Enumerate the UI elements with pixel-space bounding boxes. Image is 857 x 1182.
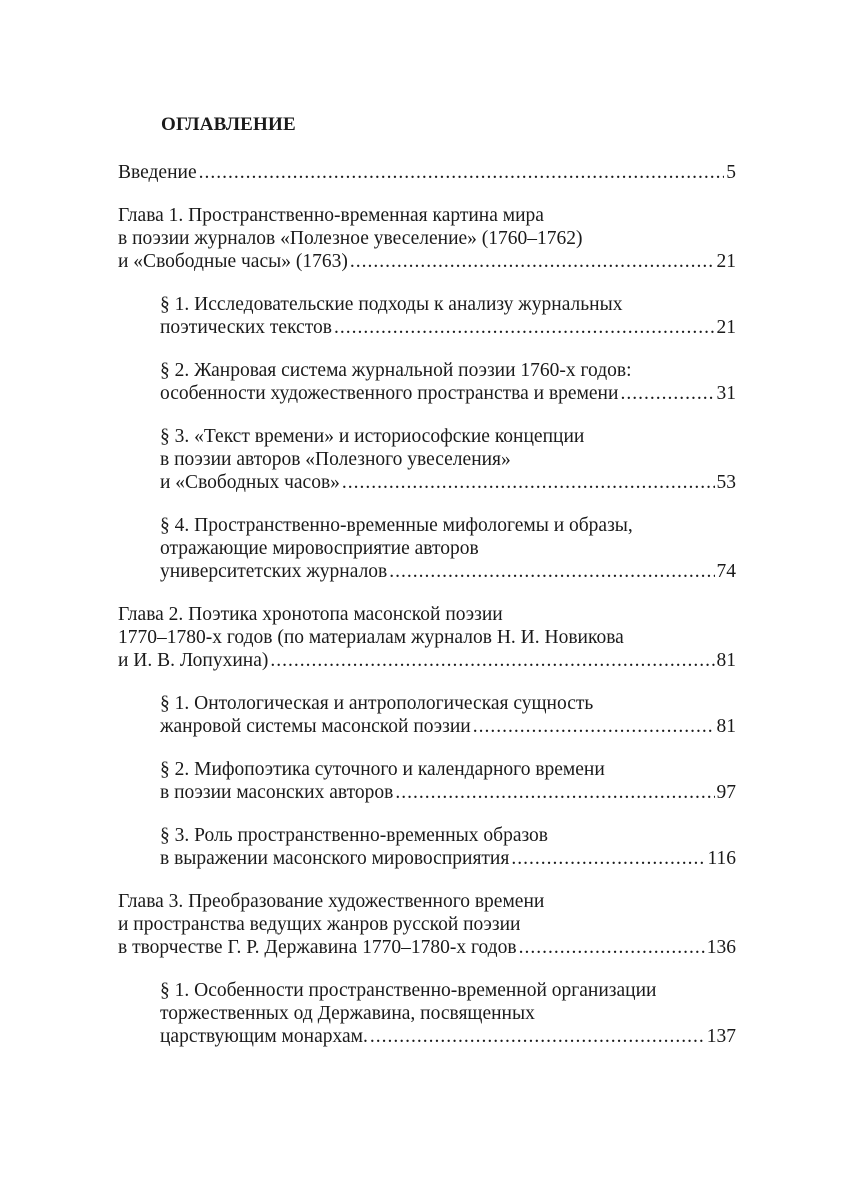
dot-leader xyxy=(389,560,714,583)
toc-entry-title: царствующим монархам. xyxy=(160,1026,368,1047)
toc-line xyxy=(160,382,736,405)
toc-line xyxy=(118,250,736,273)
toc-page-number: 31 xyxy=(716,383,736,404)
toc-entry-chapter-1-section-2 xyxy=(160,359,736,405)
toc-line: и пространства ведущих жанров русской поэзии xyxy=(118,914,521,935)
toc-entry-chapter-1 xyxy=(118,204,736,273)
toc-page-number: 53 xyxy=(716,472,736,493)
toc-line xyxy=(160,715,736,738)
toc-entry-title: и «Свободных часов» xyxy=(160,472,340,493)
toc-line: § 3. «Текст времени» и историософские концепции xyxy=(160,426,585,447)
toc-entry-intro xyxy=(118,161,736,184)
dot-leader xyxy=(511,847,705,870)
toc-entry-chapter-2-section-2 xyxy=(160,758,736,804)
toc-entry-chapter-1-section-1 xyxy=(160,293,736,339)
toc-line: отражающие мировосприятие авторов xyxy=(160,538,479,559)
toc-line xyxy=(160,847,736,870)
toc-line: § 2. Мифопоэтика суточного и календарного времени xyxy=(160,759,605,780)
dot-leader xyxy=(199,161,725,184)
toc-entry-chapter-3-section-1 xyxy=(160,979,736,1048)
toc-page-number: 81 xyxy=(716,650,736,671)
toc-page-number: 97 xyxy=(716,782,736,803)
toc-page-number: 136 xyxy=(706,937,736,958)
toc-entry-title: особенности художественного пространства и времени xyxy=(160,383,619,404)
toc-line xyxy=(160,471,736,494)
table-of-contents xyxy=(118,161,736,1048)
toc-line: § 1. Особенности пространственно-временной организации xyxy=(160,980,657,1001)
toc-entry-title: и «Свободные часы» (1763) xyxy=(118,251,348,272)
toc-line: § 3. Роль пространственно-временных образов xyxy=(160,825,549,846)
toc-page-number: 21 xyxy=(716,251,736,272)
toc-line xyxy=(118,161,736,184)
toc-line: § 2. Жанровая система журнальной поэзии 1760-х годов: xyxy=(160,360,632,381)
toc-page-number: 137 xyxy=(706,1026,736,1047)
toc-line xyxy=(118,649,736,672)
toc-line: в поэзии авторов «Полезного увеселения» xyxy=(160,449,511,470)
toc-entry-chapter-1-section-4 xyxy=(160,514,736,583)
toc-line: § 1. Исследовательские подходы к анализу журнальных xyxy=(160,294,623,315)
toc-entry-chapter-2-section-3 xyxy=(160,824,736,870)
toc-entry-title: в поэзии масонских авторов xyxy=(160,782,394,803)
toc-entry-chapter-3 xyxy=(118,890,736,959)
toc-entry-title: университетских журналов xyxy=(160,561,388,582)
dot-leader xyxy=(473,715,715,738)
toc-line: торжественных од Державина, посвященных xyxy=(160,1003,535,1024)
dot-leader xyxy=(350,250,715,273)
dot-leader xyxy=(334,316,715,339)
dot-leader xyxy=(395,781,714,804)
dot-leader xyxy=(342,471,715,494)
toc-line xyxy=(160,316,736,339)
toc-line xyxy=(160,1025,736,1048)
toc-line: Глава 2. Поэтика хронотопа масонской поэзии xyxy=(118,604,503,625)
toc-page-number: 116 xyxy=(707,848,736,869)
dot-leader xyxy=(270,649,714,672)
dot-leader xyxy=(620,382,714,405)
toc-line: 1770–1780-х годов (по материалам журналов Н. И. Новикова xyxy=(118,627,624,648)
toc-line: § 4. Пространственно-временные мифологемы и образы, xyxy=(160,515,633,536)
toc-line: § 1. Онтологическая и антропологическая сущность xyxy=(160,693,594,714)
toc-page-number: 81 xyxy=(716,716,736,737)
dot-leader xyxy=(370,1025,705,1048)
toc-line xyxy=(160,781,736,804)
toc-entry-chapter-2-section-1 xyxy=(160,692,736,738)
toc-line xyxy=(118,936,736,959)
toc-line: в поэзии журналов «Полезное увеселение» (1760–1762) xyxy=(118,228,583,249)
page-title: ОГЛАВЛЕНИЕ xyxy=(161,114,296,135)
toc-entry-title: жанровой системы масонской поэзии xyxy=(160,716,471,737)
toc-entry-chapter-2 xyxy=(118,603,736,672)
toc-page-number: 5 xyxy=(726,162,736,183)
toc-page-number: 21 xyxy=(716,317,736,338)
dot-leader xyxy=(519,936,705,959)
toc-page-number: 74 xyxy=(716,561,736,582)
toc-entry-title: поэтических текстов xyxy=(160,317,332,338)
toc-entry-chapter-1-section-3 xyxy=(160,425,736,494)
toc-line: Глава 1. Пространственно-временная картина мира xyxy=(118,205,544,226)
toc-line xyxy=(160,560,736,583)
toc-entry-title: в творчестве Г. Р. Державина 1770–1780-х годов xyxy=(118,937,517,958)
toc-entry-title: и И. В. Лопухина) xyxy=(118,650,269,671)
toc-entry-title: в выражении масонского мировосприятия xyxy=(160,848,510,869)
toc-entry-title: Введение xyxy=(118,162,197,183)
toc-line: Глава 3. Преобразование художественного времени xyxy=(118,891,545,912)
